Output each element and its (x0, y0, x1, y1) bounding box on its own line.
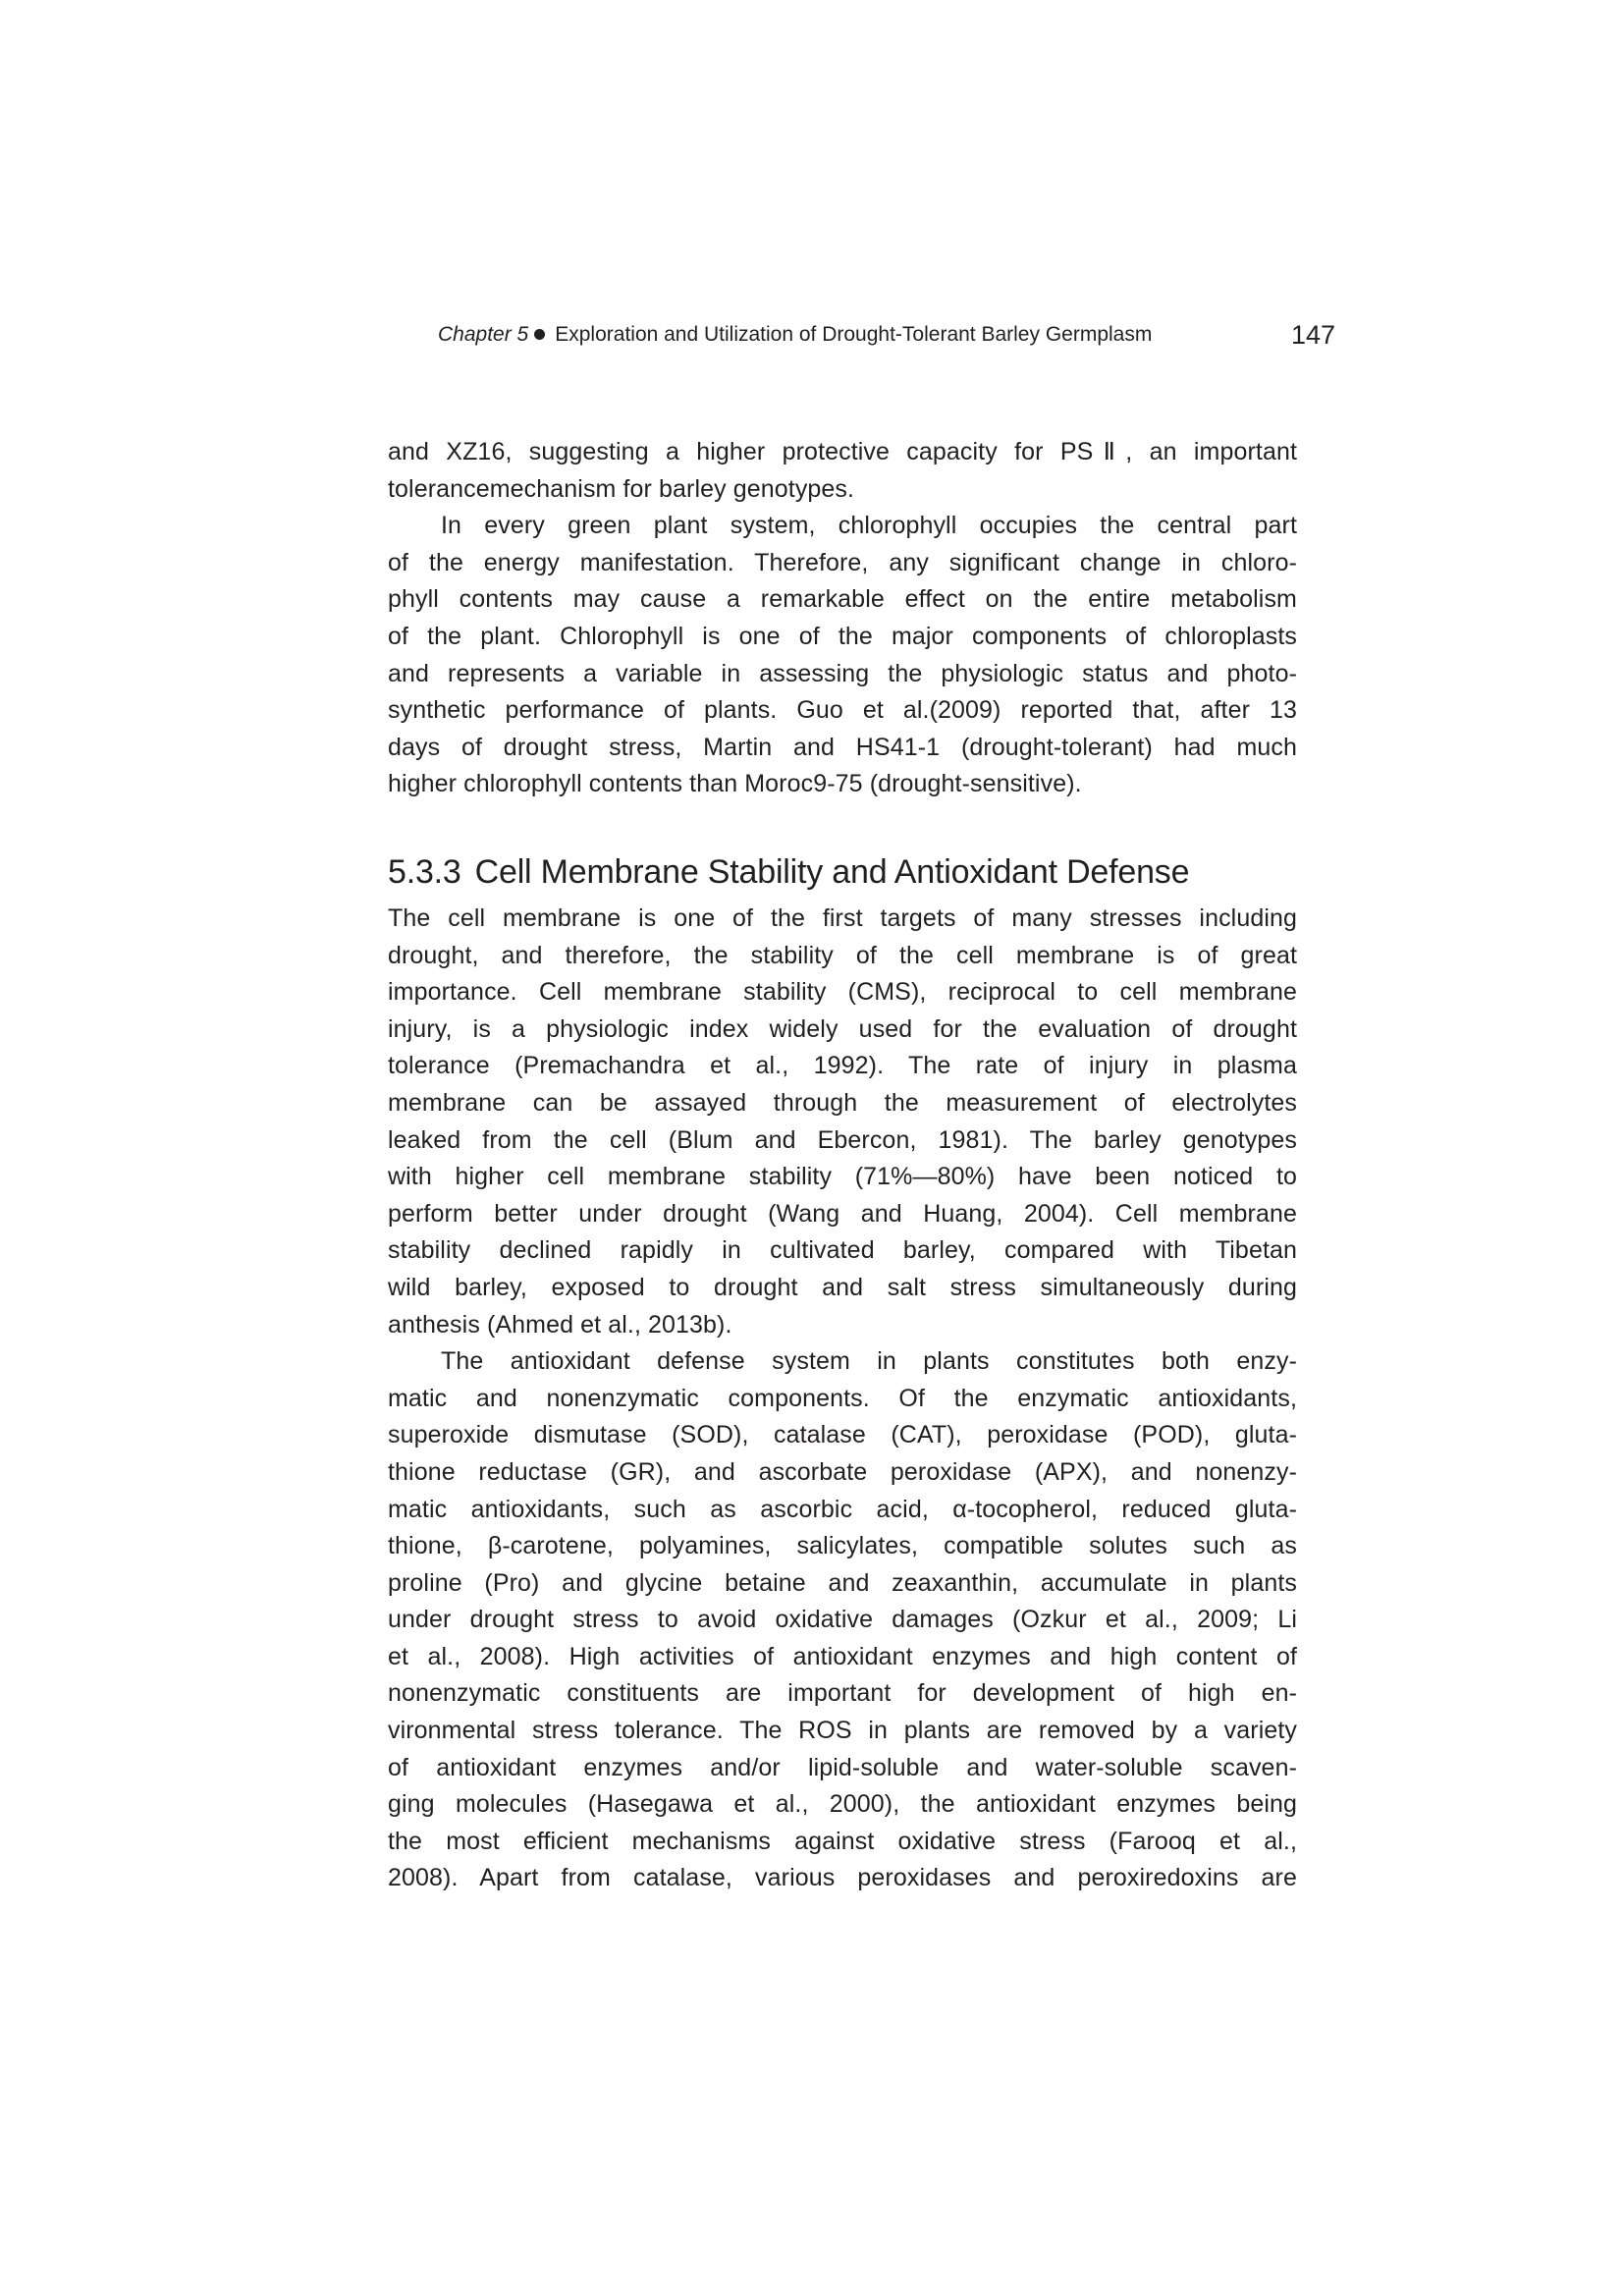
text-line: vironmental stress tolerance. The ROS in plants are removed by a variety (388, 1717, 1297, 1745)
text-line: drought, and therefore, the stability of the cell membrane is of great (388, 941, 1297, 969)
chapter-title: Exploration and Utilization of Drought-Tolerant Barley Germplasm (555, 323, 1153, 346)
text-line: injury, is a physiologic index widely used for the evaluation of drought (388, 1014, 1297, 1043)
page-number: 147 (1290, 320, 1335, 350)
text-line: phyll contents may cause a remarkable effect on the entire metabolism (388, 585, 1297, 614)
text-line: proline (Pro) and glycine betaine and zeaxanthin, accumulate in plants (388, 1568, 1297, 1597)
text-line: thione, β-carotene, polyamines, salicylates, compatible solutes such as (388, 1532, 1297, 1560)
text-line: synthetic performance of plants. Guo et al.(2009) reported that, after 13 (388, 696, 1297, 725)
text-line: matic antioxidants, such as ascorbic acid, α-tocopherol, reduced gluta- (388, 1495, 1297, 1523)
text-line: stability declined rapidly in cultivated barley, compared with Tibetan (388, 1236, 1297, 1265)
text-line: and XZ16, suggesting a higher protective capacity for PSⅡ, an important (388, 438, 1297, 465)
section-heading (388, 850, 1189, 894)
text-line: tolerancemechanism for barley genotypes. (388, 474, 855, 503)
text-line: membrane can be assayed through the measurement of electrolytes (388, 1088, 1297, 1117)
text-line: leaked from the cell (Blum and Ebercon, 1981). The barley genotypes (388, 1125, 1297, 1154)
text-line: nonenzymatic constituents are important for development of high en- (388, 1679, 1297, 1708)
text-line: higher chlorophyll contents than Moroc9-75 (drought-sensitive). (388, 770, 1082, 798)
text-line: The cell membrane is one of the first targets of many stresses including (388, 904, 1297, 932)
text-line: superoxide dismutase (SOD), catalase (CAT), peroxidase (POD), gluta- (388, 1421, 1297, 1449)
running-head (438, 319, 1335, 351)
text-line: under drought stress to avoid oxidative damages (Ozkur et al., 2009; Li (388, 1606, 1297, 1634)
section-number: 5.3.3 (388, 853, 461, 891)
section-title: Cell Membrane Stability and Antioxidant Defense (474, 853, 1190, 891)
text-line: importance. Cell membrane stability (CMS), reciprocal to cell membrane (388, 978, 1297, 1007)
paragraph-block-2 (388, 901, 1297, 1897)
chapter-label: Chapter 5 (438, 323, 529, 346)
bullet-icon (534, 329, 545, 340)
text-line: wild barley, exposed to drought and salt stress simultaneously during (388, 1273, 1297, 1301)
text-line: perform better under drought (Wang and Huang, 2004). Cell membrane (388, 1199, 1297, 1228)
text-line: ging molecules (Hasegawa et al., 2000), the antioxidant enzymes being (388, 1790, 1297, 1819)
paragraph-block-1 (388, 434, 1297, 803)
text-line: the most efficient mechanisms against oxidative stress (Farooq et al., (388, 1827, 1297, 1855)
text-line: anthesis (Ahmed et al., 2013b). (388, 1310, 732, 1339)
text-line: The antioxidant defense system in plants constitutes both enzy- (441, 1347, 1297, 1376)
text-line: of the energy manifestation. Therefore, any significant change in chloro- (388, 548, 1297, 576)
text-line: matic and nonenzymatic components. Of the enzymatic antioxidants, (388, 1384, 1297, 1412)
text-line: In every green plant system, chlorophyll occupies the central part (441, 512, 1297, 540)
text-line: of the plant. Chlorophyll is one of the major components of chloroplasts (388, 622, 1297, 650)
text-line: of antioxidant enzymes and/or lipid-soluble and water-soluble scaven- (388, 1753, 1297, 1781)
text-line: et al., 2008). High activities of antioxidant enzymes and high content of (388, 1642, 1297, 1670)
text-line: thione reductase (GR), and ascorbate peroxidase (APX), and nonenzy- (388, 1457, 1297, 1486)
text-line: days of drought stress, Martin and HS41-1 (drought-tolerant) had much (388, 733, 1297, 761)
text-line: 2008). Apart from catalase, various peroxidases and peroxiredoxins are (388, 1864, 1297, 1892)
text-line: with higher cell membrane stability (71%—80%) have been noticed to (388, 1163, 1297, 1191)
text-line: tolerance (Premachandra et al., 1992). The rate of injury in plasma (388, 1052, 1297, 1080)
text-line: and represents a variable in assessing the physiologic status and photo- (388, 659, 1297, 687)
